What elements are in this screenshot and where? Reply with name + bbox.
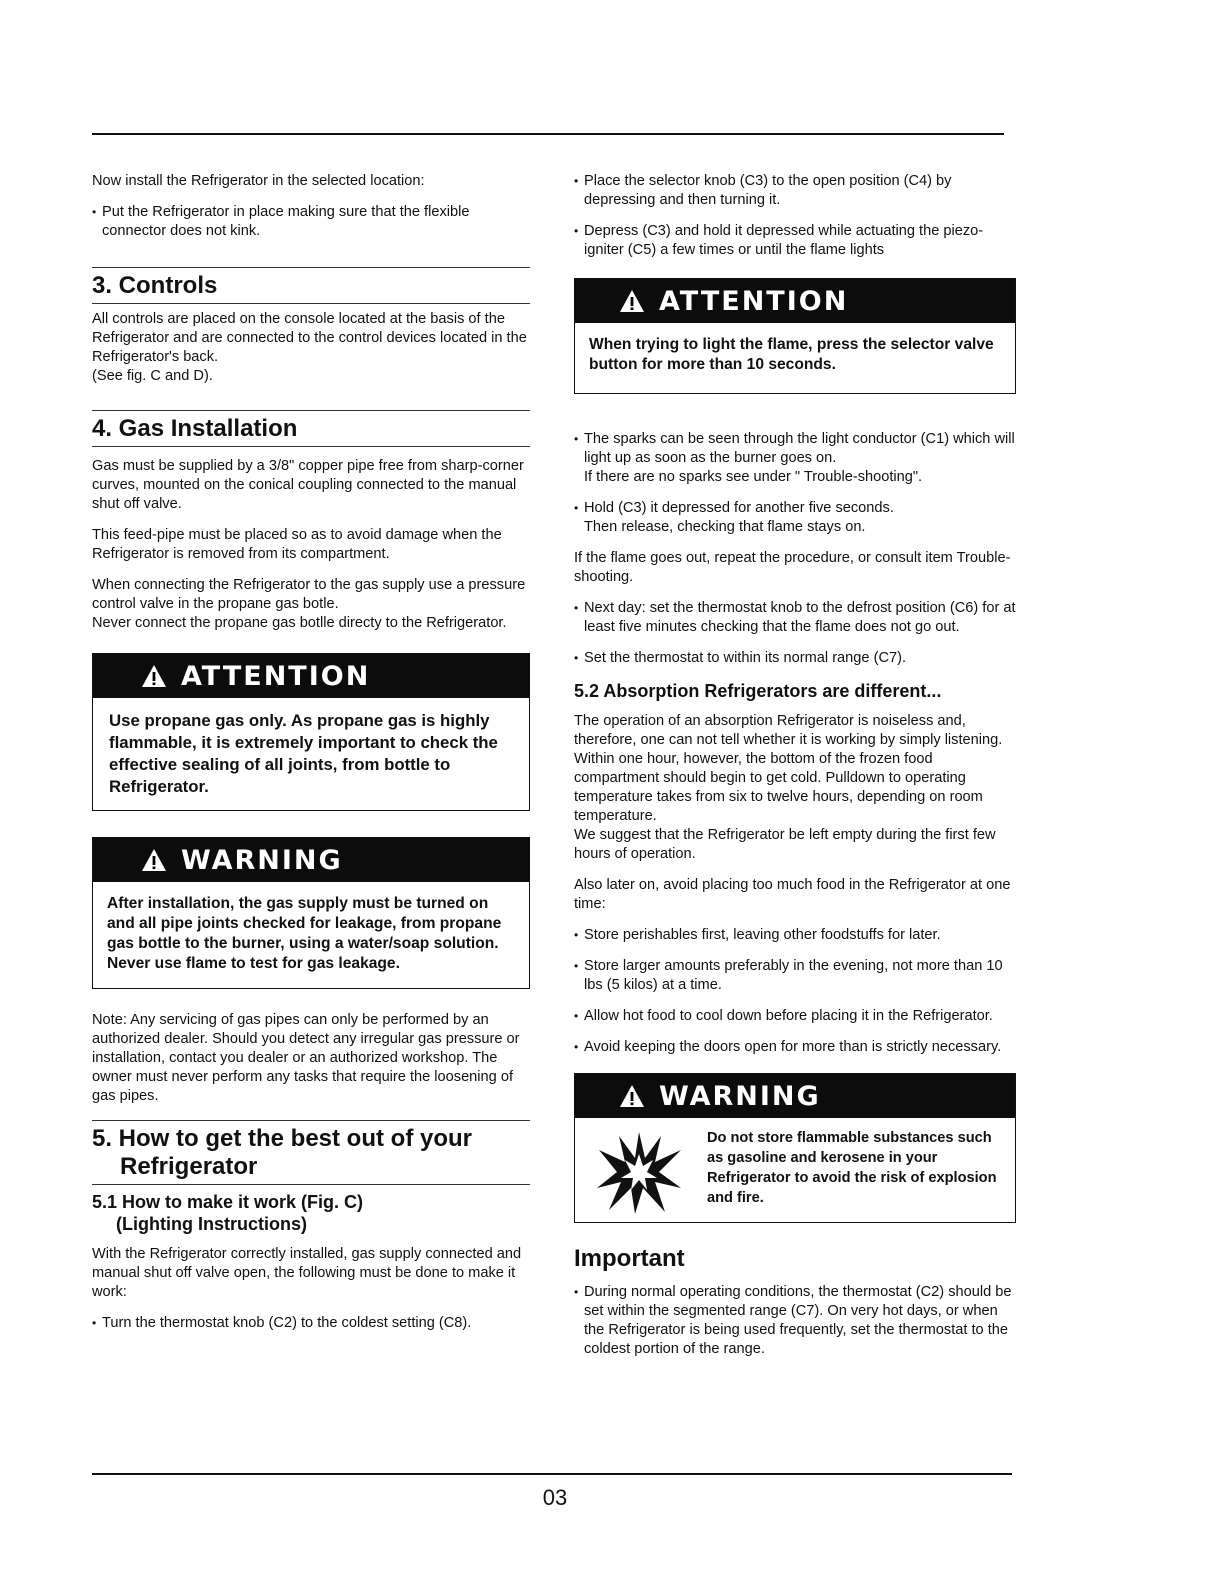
absorption-p1: The operation of an absorption Refrigerator is noiseless and, therefore, one can not tell whether it is working by simply listening. Within one hour, however, the bottom of the frozen food compartment should begin to get cold. Pulldown to operating temperature takes from six to twelve hours, depending on room temperature. xyxy=(574,713,1003,824)
servicing-note: Note: Any servicing of gas pipes can only be performed by an authorized dealer. Should you detect any irregular gas pressure or installation, contact you dealer or an authorized workshop. The owner must never perform any tasks that require the loosening of gas pipes. xyxy=(92,1012,520,1104)
absorption-title: 5.2 Absorption Refrigerators are different... xyxy=(574,681,942,701)
warning-text: Do not store flammable substances such as gasoline and kerosene in your Refrigerator to avoid the risk of explosion and fire. xyxy=(707,1130,997,1206)
left-column xyxy=(92,172,530,1345)
gas-section xyxy=(92,410,530,633)
attention-heading: ATTENTION xyxy=(575,279,1015,323)
gas-p3: When connecting the Refrigerator to the gas supply use a pressure control valve in the propane gas botle. xyxy=(92,577,526,612)
warning-body xyxy=(575,1118,1015,1222)
warning-triangle-icon xyxy=(141,664,167,688)
absorption-bullet-4: • Avoid keeping the doors open for more than is strictly necessary. xyxy=(574,1039,1002,1055)
attention-text: When trying to light the flame, press the selector valve button for more than 10 seconds. xyxy=(589,336,994,373)
important-title: Important xyxy=(574,1245,685,1272)
best-title: 5. How to get the best out of your Refrigerator xyxy=(92,1125,530,1185)
attention-callout-right xyxy=(574,278,1016,394)
hold-bullet: • Hold (C3) it depressed for another five seconds. xyxy=(574,500,894,516)
gas-title: 4. Gas Installation xyxy=(92,415,530,447)
sparks-bullet: • The sparks can be seen through the light conductor (C1) which will light up as soon as the burner goes on. xyxy=(574,431,1015,466)
controls-section xyxy=(92,267,530,386)
flame-out-text: If the flame goes out, repeat the procedure, or consult item Trouble-shooting. xyxy=(574,550,1011,585)
warning-heading: WARNING xyxy=(93,838,529,882)
attention-callout-left xyxy=(92,653,530,811)
howto-title: 5.1 How to make it work (Fig. C) (Lighting Instructions) xyxy=(92,1192,364,1234)
warning-callout-right xyxy=(574,1073,1016,1223)
absorption-bullet-1: • Store perishables first, leaving other foodstuffs for later. xyxy=(574,927,941,943)
important-bullet: • During normal operating conditions, the thermostat (C2) should be set within the segmented range (C7). On very hot days, or when the Refrigerator is being used frequently, set the thermostat to the coldest portion of the range. xyxy=(574,1284,1012,1357)
install-bullet: • Put the Refrigerator in place making sure that the flexible connector does not kink. xyxy=(92,204,470,239)
best-section xyxy=(92,1120,530,1185)
absorption-p2: Also later on, avoid placing too much food in the Refrigerator at one time: xyxy=(574,877,1011,912)
warning-triangle-icon xyxy=(141,848,167,872)
page-number: 03 xyxy=(542,1485,568,1510)
warning-triangle-icon xyxy=(619,289,645,313)
right-column xyxy=(574,172,1016,1371)
next-day-bullet: • Next day: set the thermostat knob to the defrost position (C6) for at least five minutes checking that the flame does not go out. xyxy=(574,600,1016,635)
attention-text: Use propane gas only. As propane gas is highly flammable, it is extremely important to check the effective sealing of all joints, from bottle to Refrigerator. xyxy=(109,711,498,796)
warning-heading: WARNING xyxy=(575,1074,1015,1118)
warning-callout-left xyxy=(92,837,530,989)
selector-bullet: • Place the selector knob (C3) to the open position (C4) by depressing and then turning it. xyxy=(574,173,952,208)
sparks-note: If there are no sparks see under " Trouble-shooting". xyxy=(584,469,923,485)
controls-text: All controls are placed on the console located at the basis of the Refrigerator and are connected to the control devices located in the Refrigerator's back. xyxy=(92,311,527,365)
gas-p3b: Never connect the propane gas botlle directy to the Refrigerator. xyxy=(92,615,507,631)
warning-triangle-icon xyxy=(619,1084,645,1108)
igniter-bullet: • Depress (C3) and hold it depressed while actuating the piezo-igniter (C5) a few times or until the flame lights xyxy=(574,223,984,258)
install-intro: Now install the Refrigerator in the selected location: xyxy=(92,173,425,189)
gas-p2: This feed-pipe must be placed so as to avoid damage when the Refrigerator is removed from its compartment. xyxy=(92,527,502,562)
thermostat-bullet: • Set the thermostat to within its normal range (C7). xyxy=(574,650,907,666)
controls-title: 3. Controls xyxy=(92,272,530,304)
gas-p1: Gas must be supplied by a 3/8" copper pipe free from sharp-corner curves, mounted on the conical coupling connected to the manual shut off valve. xyxy=(92,458,524,512)
controls-ref: (See fig. C and D). xyxy=(92,368,213,384)
absorption-bullet-2: • Store larger amounts preferably in the evening, not more than 10 lbs (5 kilos) at a time. xyxy=(574,958,1003,993)
warning-text: After installation, the gas supply must be turned on and all pipe joints checked for leakage, from propane gas bottle to the burner, using a water/soap solution. Never use flame to test for gas leakage. xyxy=(107,895,502,972)
top-rule xyxy=(92,133,1004,135)
bottom-rule xyxy=(92,1473,1012,1475)
explosion-icon xyxy=(595,1130,683,1214)
attention-heading: ATTENTION xyxy=(93,654,529,698)
howto-bullet: • Turn the thermostat knob (C2) to the coldest setting (C8). xyxy=(92,1315,472,1331)
release-note: Then release, checking that flame stays on. xyxy=(584,519,866,535)
absorption-p1b: We suggest that the Refrigerator be left empty during the first few hours of operation. xyxy=(574,827,996,862)
absorption-bullet-3: • Allow hot food to cool down before placing it in the Refrigerator. xyxy=(574,1008,993,1024)
howto-text: With the Refrigerator correctly installed, gas supply connected and manual shut off valve open, the following must be done to make it work: xyxy=(92,1246,522,1300)
